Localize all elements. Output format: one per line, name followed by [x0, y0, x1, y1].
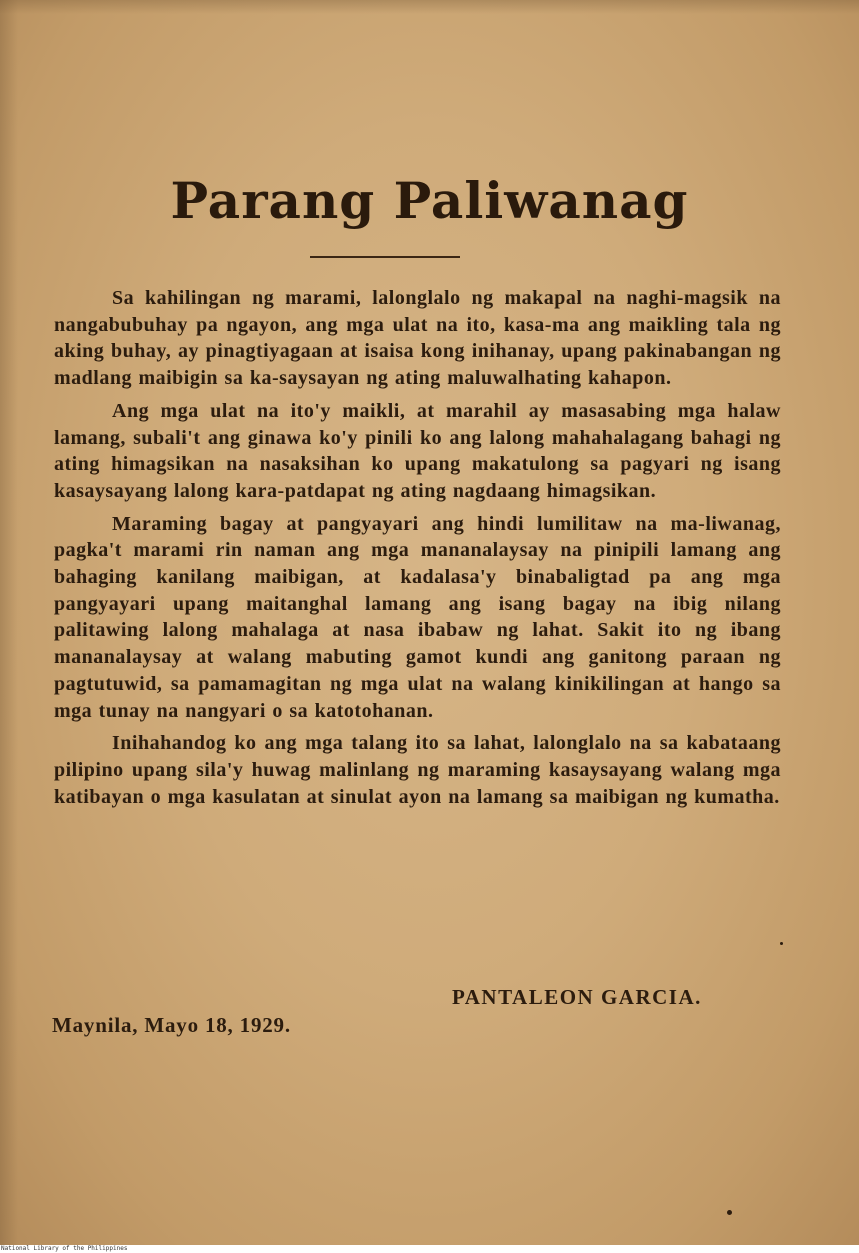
- document-body: [54, 285, 781, 816]
- page-title: Parang Paliwanag: [170, 171, 689, 230]
- place-and-date: Maynila, Mayo 18, 1929.: [52, 1013, 291, 1037]
- page-edge-shadow-top: [0, 0, 859, 14]
- paragraph-4: Inihahandog ko ang mga talang ito sa lahat, lalonglalo na sa kabataang pilipino upang sila'y huwag malinlang ng maraming kasaysayang walang mga katibayan o mga kasulatan at sinulat ayon na lamang sa maibigan ng kumatha.: [54, 732, 781, 808]
- ink-speck: [727, 1210, 732, 1215]
- paragraph-3: Maraming bagay at pangyayari ang hindi lumilitaw na ma-liwanag, pagka't marami rin naman ang mga mananalaysay na pinipili lamang ang bahaging kanilang maibigan, at kadalasa'y binabaligtad pa ang mga pangyayari upang maitanghal lamang ang isang bagay na ibig nilang palitawing lalong mahalaga at nasa ibabaw ng lahat. Sakit ito ng ibang mananalaysay at walang mabuting gamot kundi ang ganitong paraan ng pagtutuwid, sa pamamagitan ng mga ulat na walang kinikilingan at hango sa mga tunay na nangyari o sa katotohanan.: [54, 512, 781, 722]
- paragraph-1: Sa kahilingan ng marami, lalonglalo ng makapal na naghi-magsik na nangabubuhay pa ngayon, ang mga ulat na ito, kasa-ma ang maikling tala ng aking buhay, ay pinagtiyagaan at isaisa kong inihanay, upang pakinabangan ng madlang maibigin sa ka-saysayan ng ating maluwalhating kahapon.: [54, 287, 781, 390]
- ink-speck: [780, 942, 783, 945]
- footer-bar: [0, 1245, 859, 1253]
- footer-credit: National Library of the Philippines: [1, 1245, 128, 1252]
- paragraph-2: Ang mga ulat na ito'y maikli, at marahil ay masasabing mga halaw lamang, subali't ang ginawa ko'y pinili ko ang lalong mahahalagang bahagi ng ating himagsikan na nasaksihan ko upang makatulong sa pagyari ng isang kasaysayang lalong kara-patdapat ng ating nagdaang himagsikan.: [54, 399, 781, 502]
- title-divider: [310, 256, 460, 258]
- author-signature: PANTALEON GARCIA.: [452, 985, 702, 1009]
